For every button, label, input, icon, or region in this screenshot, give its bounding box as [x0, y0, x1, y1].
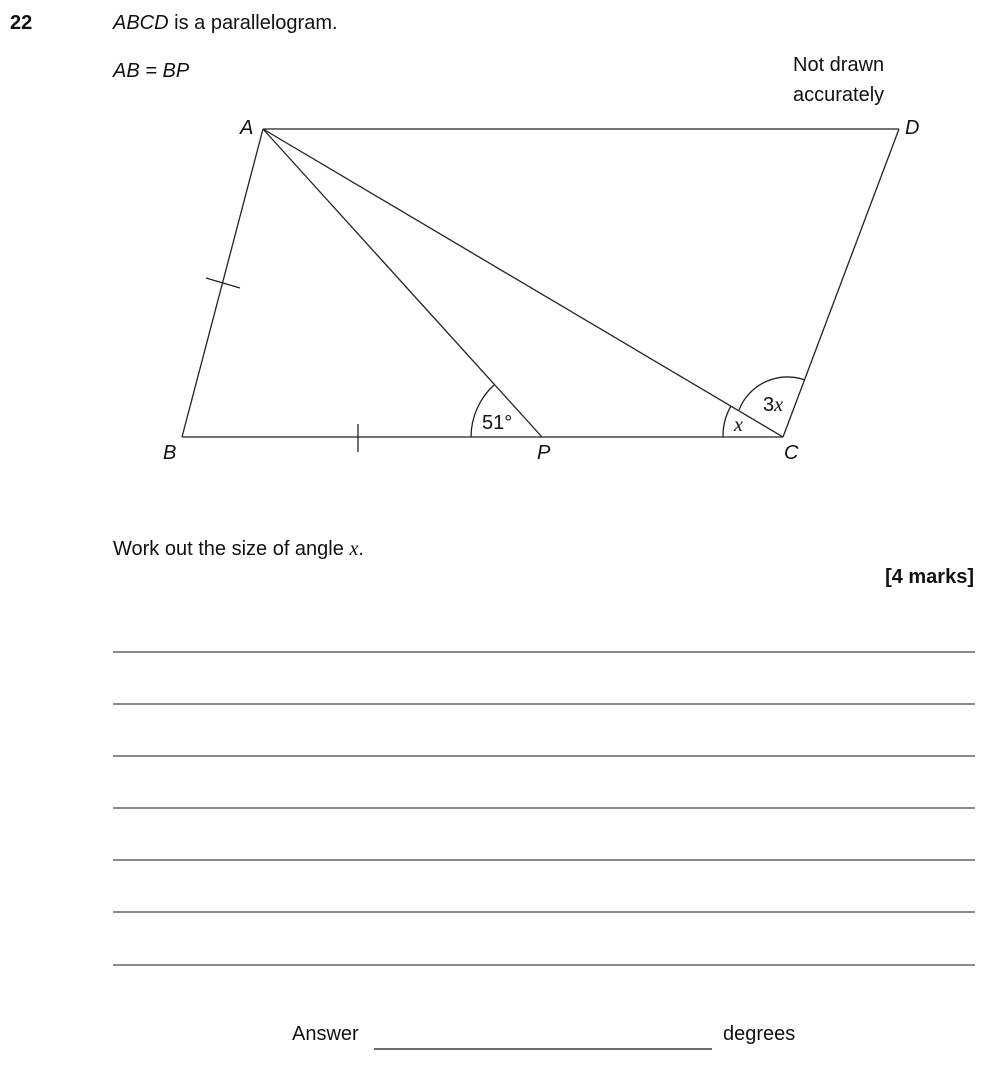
parallelogram-diagram [0, 0, 986, 500]
working-line[interactable] [113, 807, 975, 809]
arc-angle-x [723, 406, 731, 437]
working-line[interactable] [113, 859, 975, 861]
intro-text: is a parallelogram. [168, 12, 338, 34]
instruction-end: . [358, 538, 364, 560]
angle-3x-var: x [774, 394, 784, 416]
instruction-variable: x [349, 538, 359, 560]
side-cd [783, 129, 899, 437]
working-line[interactable] [113, 651, 975, 653]
vertex-label-b: B [163, 442, 177, 464]
answer-input-line[interactable] [374, 1048, 712, 1050]
segment-ap [263, 129, 542, 437]
working-line[interactable] [113, 964, 975, 966]
angle-3x-coef: 3 [763, 394, 775, 416]
vertex-label-d: D [905, 117, 920, 139]
answer-unit: degrees [723, 1023, 796, 1045]
vertex-label-a: A [240, 117, 254, 139]
instruction-text: Work out the size of angle [113, 538, 350, 560]
angle-label-3x [763, 394, 783, 416]
given-condition: AB = BP [113, 60, 190, 82]
question-number: 22 [10, 12, 33, 34]
angle-x-var: x [734, 414, 743, 436]
note-line-2: accurately [793, 84, 885, 106]
working-line[interactable] [113, 755, 975, 757]
diagonal-ac [263, 129, 783, 437]
parallelogram-name: ABCD [113, 12, 169, 34]
vertex-label-c: C [784, 442, 799, 464]
instruction [113, 538, 364, 561]
angle-label-x [733, 414, 743, 436]
working-line[interactable] [113, 911, 975, 913]
marks-label: [4 marks] [885, 566, 974, 588]
note-line-1: Not drawn [793, 54, 885, 76]
answer-label: Answer [292, 1023, 359, 1045]
working-line[interactable] [113, 703, 975, 705]
angle-label-51: 51° [482, 412, 513, 434]
vertex-label-p: P [537, 442, 551, 464]
